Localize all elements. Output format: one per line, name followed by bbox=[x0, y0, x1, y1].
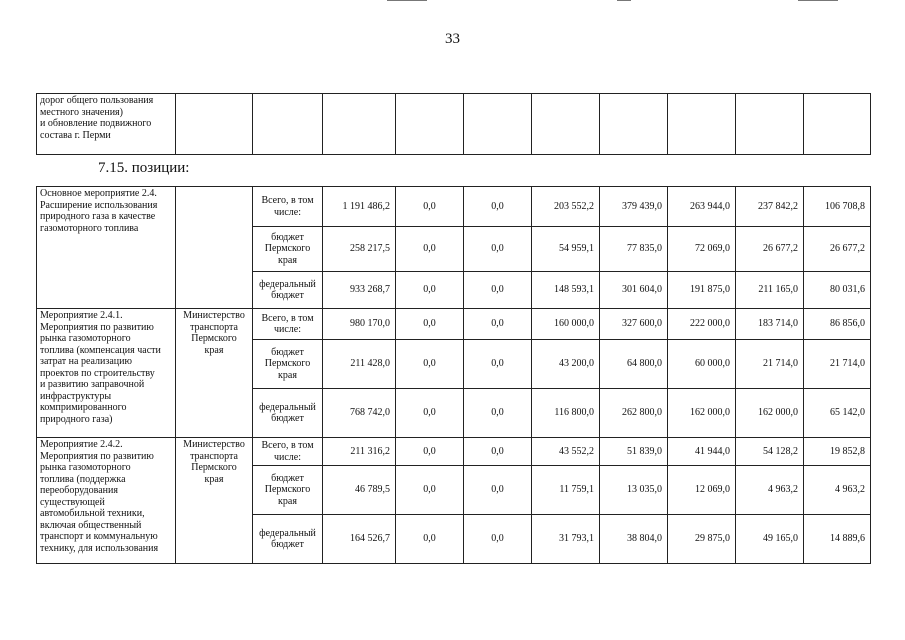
text-line: и развитию заправочной bbox=[40, 379, 145, 390]
text-line: состава г. Перми bbox=[40, 129, 111, 141]
empty-cell bbox=[600, 94, 668, 155]
top-fragment-table bbox=[36, 93, 871, 155]
value-cell: 0,0 bbox=[396, 272, 464, 309]
value-cell: 0,0 bbox=[464, 438, 532, 466]
text-line: Мероприятие 2.4.1. bbox=[40, 310, 123, 321]
text-line: бюджет bbox=[271, 231, 304, 243]
text-line: местного значения) bbox=[40, 106, 123, 118]
value-cell: 980 170,0 bbox=[323, 309, 396, 340]
text-line: и обновление подвижного bbox=[40, 118, 152, 129]
text-line: топлива (компенсация части bbox=[40, 344, 161, 356]
value-cell: 46 789,5 bbox=[323, 466, 396, 515]
text-line: газомоторного топлива bbox=[40, 222, 139, 234]
activity-name-cell bbox=[37, 187, 176, 309]
value-cell: 60 000,0 bbox=[668, 340, 736, 389]
value-cell: 64 800,0 bbox=[600, 340, 668, 389]
funding-source-cell bbox=[253, 438, 323, 466]
value-cell: 191 875,0 bbox=[668, 272, 736, 309]
top-edge-line-left bbox=[387, 0, 427, 1]
value-cell: 768 742,0 bbox=[323, 389, 396, 438]
value-cell: 77 835,0 bbox=[600, 227, 668, 272]
value-cell: 0,0 bbox=[464, 389, 532, 438]
value-cell: 41 944,0 bbox=[668, 438, 736, 466]
executor-cell bbox=[176, 438, 253, 564]
value-cell: 160 000,0 bbox=[532, 309, 600, 340]
value-cell: 262 800,0 bbox=[600, 389, 668, 438]
text-line: автомобильной техники, bbox=[40, 508, 145, 519]
text-line: рынка газомоторного bbox=[40, 462, 131, 473]
value-cell: 933 268,7 bbox=[323, 272, 396, 309]
text-line: Пермского bbox=[264, 243, 311, 255]
value-cell: 65 142,0 bbox=[804, 389, 871, 438]
value-cell: 116 800,0 bbox=[532, 389, 600, 438]
funding-source-cell bbox=[253, 227, 323, 272]
text-line: дорог общего пользования bbox=[40, 95, 154, 106]
funding-source-cell bbox=[253, 309, 323, 340]
value-cell: 0,0 bbox=[464, 309, 532, 340]
value-cell: 0,0 bbox=[464, 340, 532, 389]
text-line: Пермского bbox=[264, 358, 311, 370]
activity-name-cell bbox=[37, 309, 176, 438]
executor-cell bbox=[176, 187, 253, 309]
text-line: переоборудования bbox=[40, 485, 118, 496]
text-line: федеральный bbox=[259, 278, 316, 290]
text-line: края bbox=[278, 254, 297, 266]
text-line: числе: bbox=[273, 324, 302, 335]
value-cell: 38 804,0 bbox=[600, 515, 668, 564]
text-line: федеральный bbox=[259, 527, 316, 539]
value-cell: 0,0 bbox=[396, 389, 464, 438]
text-line: включая общественный bbox=[40, 519, 142, 531]
text-line: природного газа в качестве bbox=[40, 211, 156, 222]
value-cell: 162 000,0 bbox=[668, 389, 736, 438]
value-cell: 148 593,1 bbox=[532, 272, 600, 309]
value-cell: 0,0 bbox=[396, 438, 464, 466]
value-cell: 11 759,1 bbox=[532, 466, 600, 515]
text-line: Мероприятия по развитию bbox=[40, 321, 154, 333]
value-cell: 327 600,0 bbox=[600, 309, 668, 340]
funding-table bbox=[36, 186, 871, 564]
value-cell: 1 191 486,2 bbox=[323, 187, 396, 227]
text-line: числе: bbox=[273, 206, 302, 218]
text-line: Пермского bbox=[191, 462, 237, 473]
value-cell: 86 856,0 bbox=[804, 309, 871, 340]
text-line: транспорта bbox=[190, 450, 238, 462]
value-cell: 162 000,0 bbox=[736, 389, 804, 438]
text-line: бюджет bbox=[271, 472, 304, 484]
value-cell: 0,0 bbox=[464, 272, 532, 309]
text-line: существующей bbox=[40, 496, 105, 508]
text-line: Мероприятия по развитию bbox=[40, 450, 154, 462]
value-cell: 26 677,2 bbox=[736, 227, 804, 272]
value-cell: 26 677,2 bbox=[804, 227, 871, 272]
text-line: Министерство bbox=[183, 439, 245, 450]
text-line: числе: bbox=[273, 451, 302, 463]
text-line: бюджет bbox=[271, 346, 304, 358]
top-edge-line-mid bbox=[617, 0, 631, 1]
text-line: рынка газомоторного bbox=[40, 333, 131, 344]
value-cell: 21 714,0 bbox=[736, 340, 804, 389]
empty-cell bbox=[253, 94, 323, 155]
funding-source-cell bbox=[253, 187, 323, 227]
text-line: федеральный bbox=[259, 401, 316, 413]
value-cell: 72 069,0 bbox=[668, 227, 736, 272]
text-line: топлива (поддержка bbox=[40, 473, 126, 485]
text-line: Всего, в том bbox=[261, 312, 314, 324]
text-line: Пермского bbox=[264, 484, 311, 496]
activity-name-cell bbox=[37, 438, 176, 564]
value-cell: 43 552,2 bbox=[532, 438, 600, 466]
empty-cell bbox=[176, 94, 253, 155]
value-cell: 4 963,2 bbox=[736, 466, 804, 515]
value-cell: 0,0 bbox=[396, 227, 464, 272]
value-cell: 49 165,0 bbox=[736, 515, 804, 564]
empty-cell bbox=[323, 94, 396, 155]
value-cell: 0,0 bbox=[464, 227, 532, 272]
empty-cell bbox=[464, 94, 532, 155]
text-line: Расширение использования bbox=[40, 199, 158, 211]
value-cell: 164 526,7 bbox=[323, 515, 396, 564]
text-line: края bbox=[204, 344, 224, 356]
page-number: 33 bbox=[445, 31, 460, 47]
value-cell: 31 793,1 bbox=[532, 515, 600, 564]
value-cell: 106 708,8 bbox=[804, 187, 871, 227]
value-cell: 19 852,8 bbox=[804, 438, 871, 466]
text-line: Всего, в том bbox=[261, 195, 314, 206]
funding-source-cell bbox=[253, 515, 323, 564]
executor-cell bbox=[176, 309, 253, 438]
value-cell: 211 316,2 bbox=[323, 438, 396, 466]
text-line: Пермского bbox=[191, 333, 237, 344]
value-cell: 0,0 bbox=[396, 187, 464, 227]
text-line: транспорт и коммунальную bbox=[40, 531, 158, 542]
text-line: края bbox=[204, 473, 224, 485]
value-cell: 183 714,0 bbox=[736, 309, 804, 340]
value-cell: 0,0 bbox=[396, 309, 464, 340]
value-cell: 0,0 bbox=[464, 466, 532, 515]
value-cell: 4 963,2 bbox=[804, 466, 871, 515]
funding-source-cell bbox=[253, 466, 323, 515]
text-line: Министерство bbox=[183, 310, 245, 321]
value-cell: 379 439,0 bbox=[600, 187, 668, 227]
text-line: бюджет bbox=[271, 539, 304, 550]
value-cell: 0,0 bbox=[464, 515, 532, 564]
value-cell: 21 714,0 bbox=[804, 340, 871, 389]
value-cell: 237 842,2 bbox=[736, 187, 804, 227]
value-cell: 211 428,0 bbox=[323, 340, 396, 389]
text-line: компримированного bbox=[40, 402, 127, 413]
section-heading: 7.15. позиции: bbox=[98, 160, 190, 176]
value-cell: 80 031,6 bbox=[804, 272, 871, 309]
value-cell: 0,0 bbox=[396, 466, 464, 515]
text-line: технику, для использования bbox=[40, 542, 159, 554]
empty-cell bbox=[668, 94, 736, 155]
funding-source-cell bbox=[253, 340, 323, 389]
text-line: Основное мероприятие 2.4. bbox=[40, 188, 157, 199]
text-line: транспорта bbox=[190, 321, 238, 333]
value-cell: 29 875,0 bbox=[668, 515, 736, 564]
top-fragment-name-cell bbox=[37, 94, 176, 155]
text-line: края bbox=[278, 495, 297, 507]
value-cell: 54 128,2 bbox=[736, 438, 804, 466]
value-cell: 0,0 bbox=[396, 515, 464, 564]
value-cell: 211 165,0 bbox=[736, 272, 804, 309]
value-cell: 14 889,6 bbox=[804, 515, 871, 564]
text-line: Всего, в том bbox=[261, 440, 314, 451]
value-cell: 0,0 bbox=[464, 187, 532, 227]
value-cell: 43 200,0 bbox=[532, 340, 600, 389]
text-line: края bbox=[278, 369, 297, 381]
top-edge-line-right bbox=[798, 0, 838, 1]
value-cell: 13 035,0 bbox=[600, 466, 668, 515]
text-line: природного газа) bbox=[40, 413, 113, 425]
text-line: бюджет bbox=[271, 290, 304, 301]
text-line: Мероприятие 2.4.2. bbox=[40, 439, 123, 450]
text-line: инфраструктуры bbox=[40, 390, 112, 402]
value-cell: 301 604,0 bbox=[600, 272, 668, 309]
top-fragment-row bbox=[37, 94, 871, 155]
value-cell: 51 839,0 bbox=[600, 438, 668, 466]
value-cell: 54 959,1 bbox=[532, 227, 600, 272]
value-cell: 203 552,2 bbox=[532, 187, 600, 227]
empty-cell bbox=[396, 94, 464, 155]
funding-source-cell bbox=[253, 389, 323, 438]
value-cell: 0,0 bbox=[396, 340, 464, 389]
table-row bbox=[37, 438, 871, 466]
value-cell: 12 069,0 bbox=[668, 466, 736, 515]
empty-cell bbox=[804, 94, 871, 155]
empty-cell bbox=[736, 94, 804, 155]
text-line: бюджет bbox=[271, 413, 304, 424]
text-line: затрат на реализацию bbox=[40, 356, 132, 367]
value-cell: 222 000,0 bbox=[668, 309, 736, 340]
value-cell: 263 944,0 bbox=[668, 187, 736, 227]
text-line: проектов по строительству bbox=[40, 367, 155, 379]
empty-cell bbox=[532, 94, 600, 155]
funding-source-cell bbox=[253, 272, 323, 309]
value-cell: 258 217,5 bbox=[323, 227, 396, 272]
table-row bbox=[37, 309, 871, 340]
table-row bbox=[37, 187, 871, 227]
